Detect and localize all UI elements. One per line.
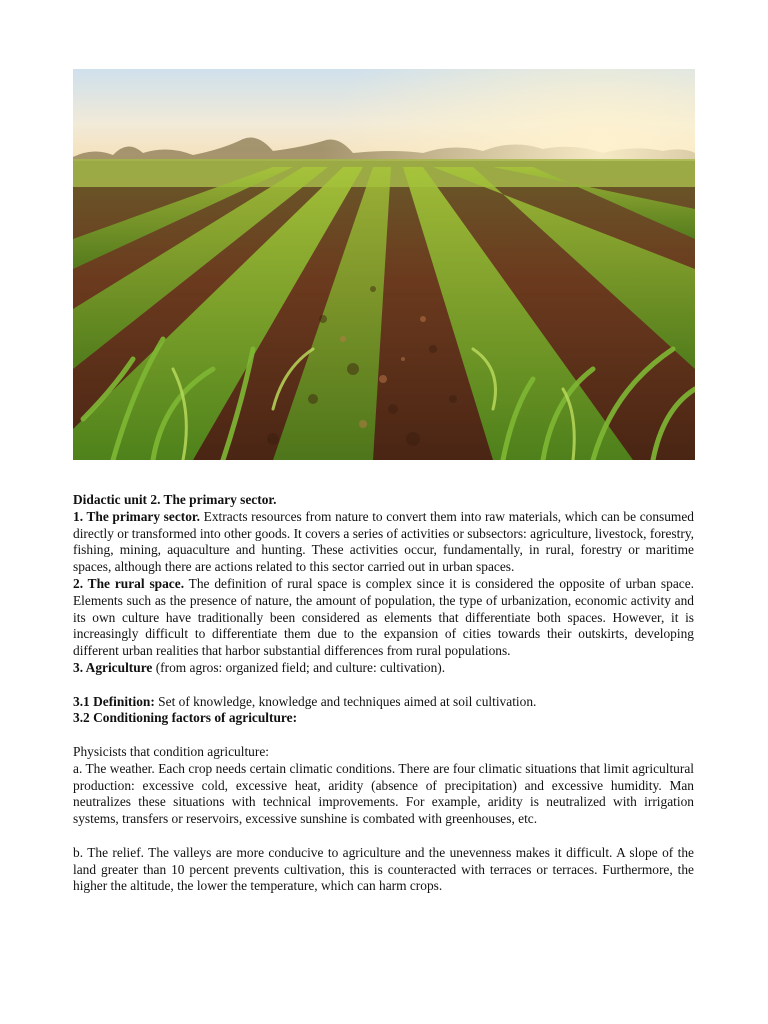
section-text: Extracts resources from nature to convert them into raw materials, which can be consumed directly or transformed into other goods. It covers a series of activities or subsectors: agriculture, livestock, forestry, fishing, mining, aquaculture and hunting. These activities occur, fundamentally, in rural, forestry or maritime spaces, although there are actions related to this sector carried out in urban spaces.	[73, 508, 694, 575]
section-primary-sector	[73, 509, 694, 576]
section-rural-space	[73, 576, 694, 660]
section-text: (from agros: organized field; and culture: cultivation).	[152, 659, 446, 675]
unit-title	[73, 492, 694, 509]
spacer	[73, 727, 694, 744]
section-heading: 3.1 Definition:	[73, 693, 155, 709]
item-weather: a. The weather. Each crop needs certain climatic conditions. There are four climatic situations that limit agricultural production: excessive cold, excessive heat, aridity (absence of precipitation) and excessive humidity. Man neutralizes these situations with technical improvements. For example, aridity is neutralized with irrigation systems, transfers or reservoirs, excessive sunshine is combated with greenhouses, etc.	[73, 760, 694, 827]
unit-title-text: Didactic unit 2. The primary sector.	[73, 492, 277, 507]
physicists-intro: Physicists that condition agriculture:	[73, 743, 269, 759]
spacer	[73, 828, 694, 845]
item-relief: b. The relief. The valleys are more conducive to agriculture and the unevenness makes it difficult. A slope of the land greater than 10 percent prevents cultivation, this is counteracted with terraces or terraces. Furthermore, the higher the altitude, the lower the temperature, which can harm crops.	[73, 844, 694, 894]
section-definition	[73, 694, 694, 711]
section-agriculture	[73, 660, 694, 677]
section-text: Set of knowledge, knowledge and techniques aimed at soil cultivation.	[154, 693, 537, 709]
section-heading: 3. Agriculture	[73, 659, 153, 675]
section-text: The definition of rural space is complex since it is considered the opposite of urban space. Elements such as the presence of nature, the amount of population, the type of urbanization, economic activity and its own culture have traditionally been considered as elements that differentiate both spaces. However, it is increasingly difficult to differentiate them due to the expansion of cities towards their outskirts, developing different urban realities that harbor substantial differences from rural populations.	[73, 575, 694, 659]
section-heading: 1. The primary sector.	[73, 508, 200, 524]
document-body	[73, 492, 694, 895]
wheat-field-photo	[73, 69, 695, 460]
section-heading: 3.2 Conditioning factors of agriculture:	[73, 710, 298, 726]
spacer	[73, 677, 694, 694]
section-heading: 2. The rural space.	[73, 575, 185, 591]
section-conditioning-factors	[73, 710, 694, 727]
